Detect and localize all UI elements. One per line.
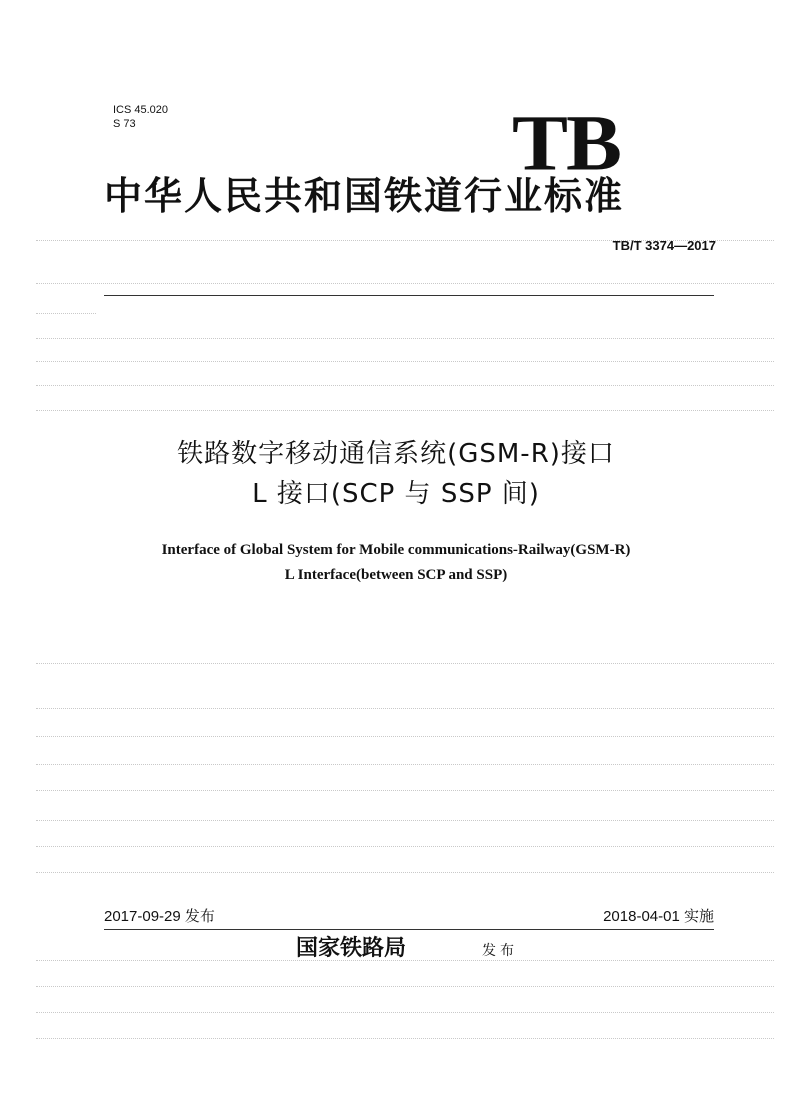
english-title-line1: Interface of Global System for Mobile communications-Railway(GSM-R)	[161, 542, 631, 558]
publish-label: 发布	[482, 943, 518, 959]
footer-rule	[104, 929, 714, 930]
divider	[36, 385, 774, 386]
divider	[36, 736, 774, 737]
chinese-title-line1: 铁路数字移动通信系统(GSM-R)接口	[177, 439, 615, 469]
divider	[36, 283, 774, 284]
divider	[36, 872, 774, 873]
divider	[36, 846, 774, 847]
divider	[36, 663, 774, 664]
standard-number: TB/T 3374—2017	[612, 238, 716, 253]
publisher-name: 国家铁路局	[296, 935, 407, 961]
implement-date: 2018-04-01 实施	[603, 908, 714, 925]
ccs-code: S 73	[113, 118, 136, 130]
classification-codes	[113, 103, 168, 131]
header-rule	[104, 295, 714, 296]
chinese-title-line2: L 接口(SCP 与 SSP 间)	[252, 479, 540, 509]
standard-type-title: 中华人民共和国铁道行业标准	[104, 173, 625, 218]
divider	[36, 708, 774, 709]
divider	[36, 313, 96, 314]
ics-code: ICS 45.020	[113, 104, 169, 116]
divider	[36, 986, 774, 987]
english-title-line2: L Interface(between SCP and SSP)	[284, 567, 508, 583]
divider	[36, 410, 774, 411]
divider	[36, 338, 774, 339]
issue-date: 2017-09-29 发布	[104, 908, 215, 925]
tb-logo: TB	[512, 99, 621, 188]
divider	[36, 790, 774, 791]
divider	[36, 361, 774, 362]
divider	[36, 820, 774, 821]
divider	[36, 764, 774, 765]
divider	[36, 1038, 774, 1039]
divider	[36, 1012, 774, 1013]
